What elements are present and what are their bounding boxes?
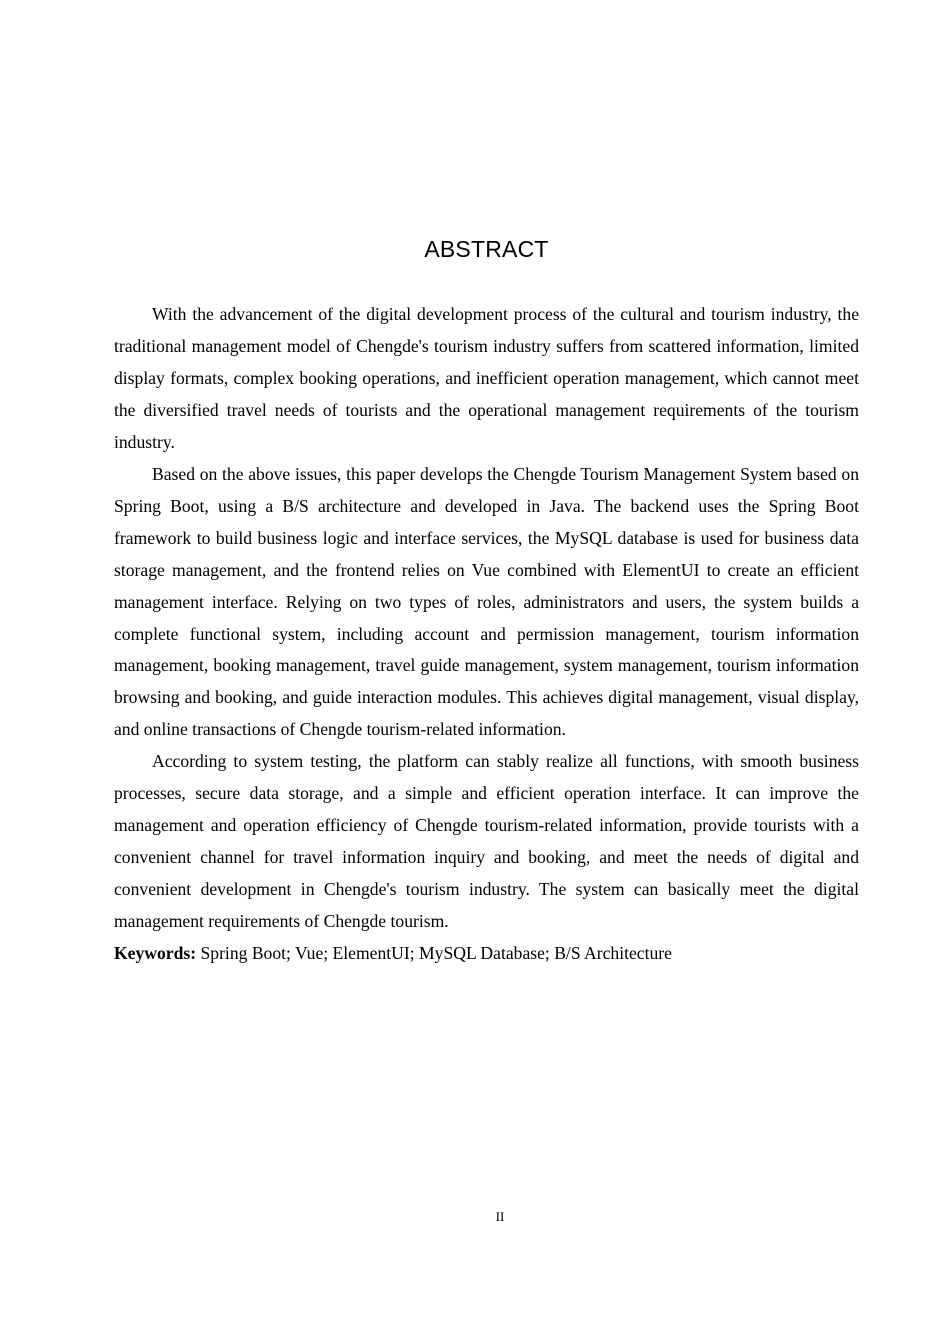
- page-number: II: [495, 1209, 505, 1224]
- abstract-paragraph-2: Based on the above issues, this paper develops the Chengde Tourism Management System based on Spring Boot, using a B/S architecture and developed in Java. The backend uses the Spring Boot framework to build business logic and interface services, the MySQL database is used for business data storage management, and the frontend relies on Vue combined with ElementUI to create an efficient management interface. Relying on two types of roles, administrators and users, the system builds a complete functional system, including account and permission management, tourism information management, booking management, travel guide management, system management, tourism information browsing and booking, and guide interaction modules. This achieves digital management, visual display, and online transactions of Chengde tourism-related information.: [114, 463, 859, 740]
- keywords-line: [114, 938, 859, 970]
- abstract-title: ABSTRACT: [424, 236, 549, 262]
- abstract-paragraph-1: With the advancement of the digital development process of the cultural and tourism industry, the traditional management model of Chengde's tourism industry suffers from scattered information, limited display formats, complex booking operations, and inefficient operation management, which cannot meet the diversified travel needs of tourists and the operational management requirements of the tourism industry.: [114, 304, 859, 452]
- keywords-label: Keywords:: [114, 943, 197, 964]
- abstract-body: [114, 299, 859, 970]
- keywords-text: Spring Boot; Vue; ElementUI; MySQL Database; B/S Architecture: [196, 943, 672, 964]
- abstract-paragraph-3: According to system testing, the platform can stably realize all functions, with smooth business processes, secure data storage, and a simple and efficient operation interface. It can improve the management and operation efficiency of Chengde tourism-related information, provide tourists with a convenient channel for travel information inquiry and booking, and meet the needs of digital and convenient development in Chengde's tourism industry. The system can basically meet the digital management requirements of Chengde tourism.: [114, 751, 859, 932]
